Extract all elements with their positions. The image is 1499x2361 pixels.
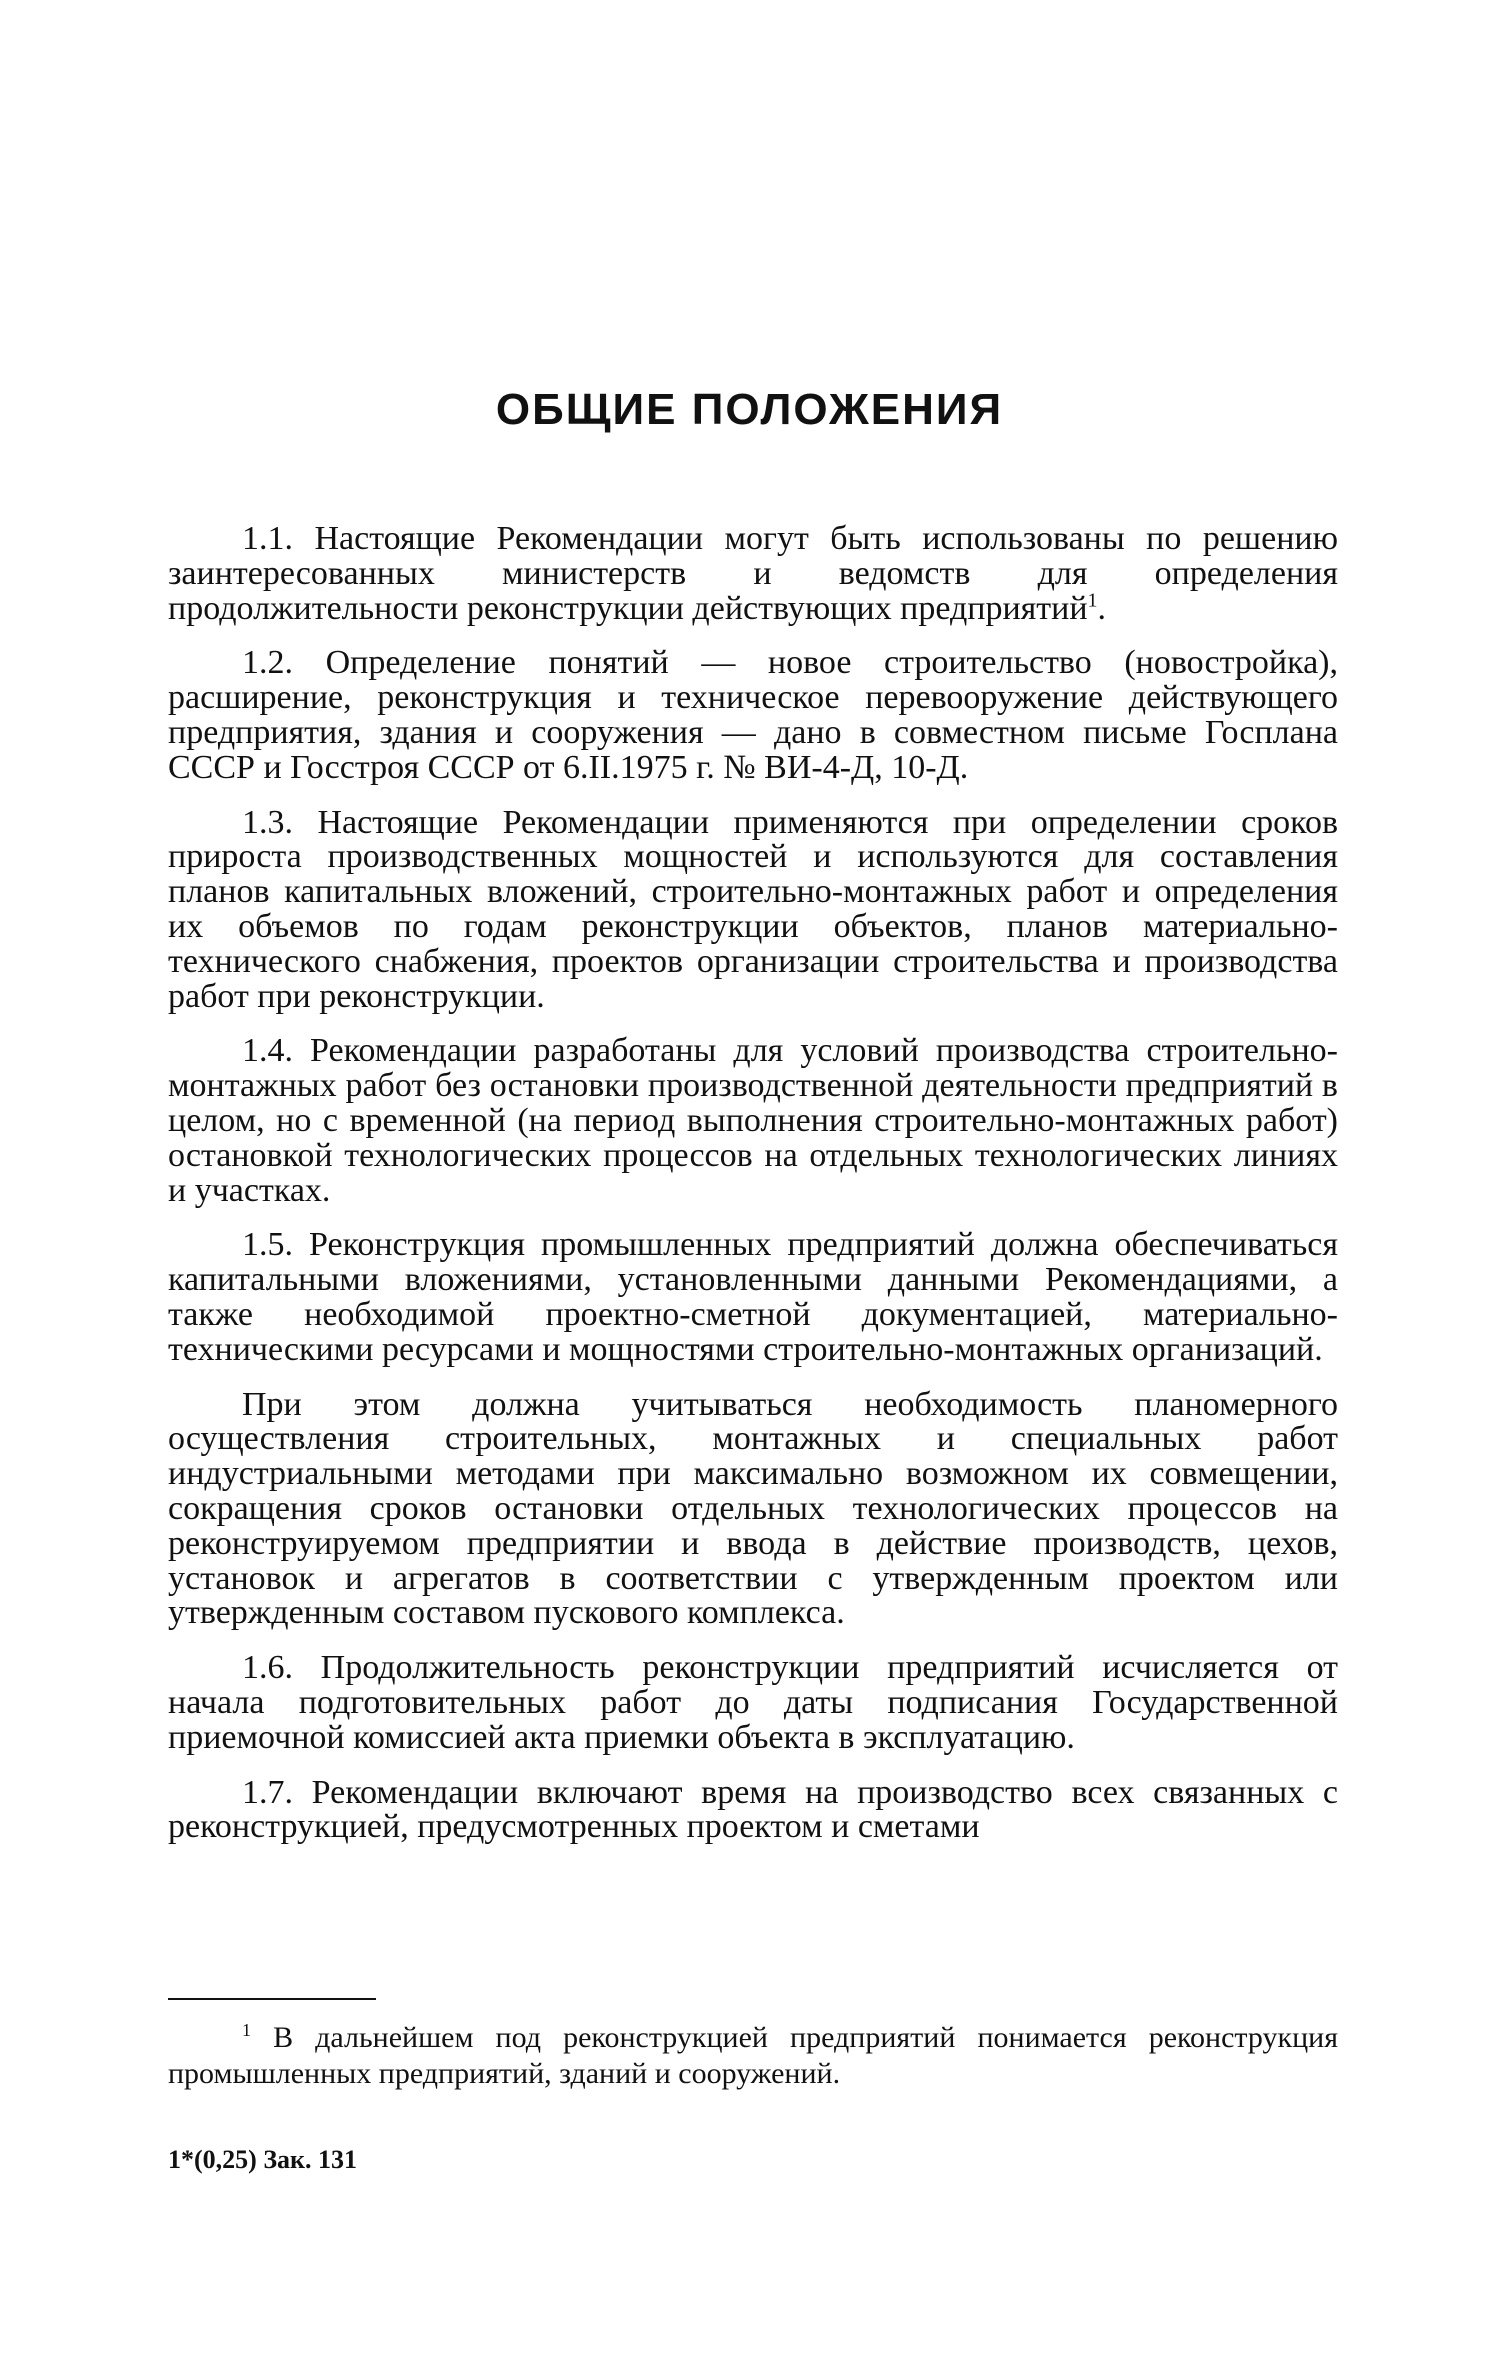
footnote	[168, 2020, 1338, 2092]
paragraph-text: 1.1. Настоящие Рекомендации могут быть использованы по решению заинтересованных министерств и ведомств для определения продолжительности реконструкции действующих предприятий	[168, 520, 1338, 627]
footnote-mark: 1	[242, 2020, 251, 2040]
paragraph-1-2: 1.2. Определение понятий — новое строительство (новостройка), расширение, реконструкция и техническое перевооружение действующего предприятия, здания и сооружения — дано в совместном письме Госплана СССР и Госстроя СССР от 6.II.1975 г. № ВИ-4-Д, 10-Д.	[168, 644, 1338, 786]
paragraph-1-1	[168, 522, 1338, 626]
paragraph-1-7: 1.7. Рекомендации включают время на производство всех связанных с реконструкцией, предусмотренных проектом и сметами	[168, 1773, 1338, 1846]
page-title: ОБЩИЕ ПОЛОЖЕНИЯ	[495, 385, 1004, 434]
print-imprint: 1*(0,25) Зак. 131	[168, 2145, 358, 2174]
body-text	[168, 522, 1338, 1865]
footnote-reference: 1	[1087, 589, 1098, 612]
paragraph-tail: .	[1097, 589, 1107, 627]
paragraph-1-5: 1.5. Реконструкция промышленных предприятий должна обеспечиваться капитальными вложениями, установленными данными Рекомендациями, а также необходимой проектно-сметной документацией, материально-техническими ресурсами и мощностями строительно-монтажных организаций.	[168, 1226, 1338, 1368]
paragraph-1-6: 1.6. Продолжительность реконструкции предприятий исчисляется от начала подготовительных работ до даты подписания Государственной приемочной комиссией акта приемки объекта в эксплуатацию.	[168, 1649, 1338, 1756]
footnote-divider	[168, 1998, 376, 2000]
paragraph-1-5-continued: При этом должна учитываться необходимость планомерного осуществления строительных, монтажных и специальных работ индустриальными методами при максимально возможном их совмещении, сокращения сроков остановки отдельных технологических процессов на реконструируемом предприятии и ввода в действие производств, цехов, установок и агрегатов в соответствии с утвержденным проектом или утвержденным составом пускового комплекса.	[168, 1385, 1338, 1632]
paragraph-1-4: 1.4. Рекомендации разработаны для условий производства строительно-монтажных работ без остановки производственной деятельности предприятий в целом, но с временной (на период выполнения строительно-монтажных работ) остановкой технологических процессов на отдельных технологических линиях и участках.	[168, 1032, 1338, 1209]
paragraph-1-3: 1.3. Настоящие Рекомендации применяются при определении сроков прироста производственных мощностей и используются для составления планов капитальных вложений, строительно-монтажных работ и определения их объемов по годам реконструкции объектов, планов материально-технического снабжения, проектов организации строительства и производства работ при реконструкции.	[168, 803, 1338, 1015]
footnote-text: В дальнейшем под реконструкцией предприятий понимается реконструкция промышленных предприятий, зданий и сооружений.	[168, 2021, 1338, 2090]
